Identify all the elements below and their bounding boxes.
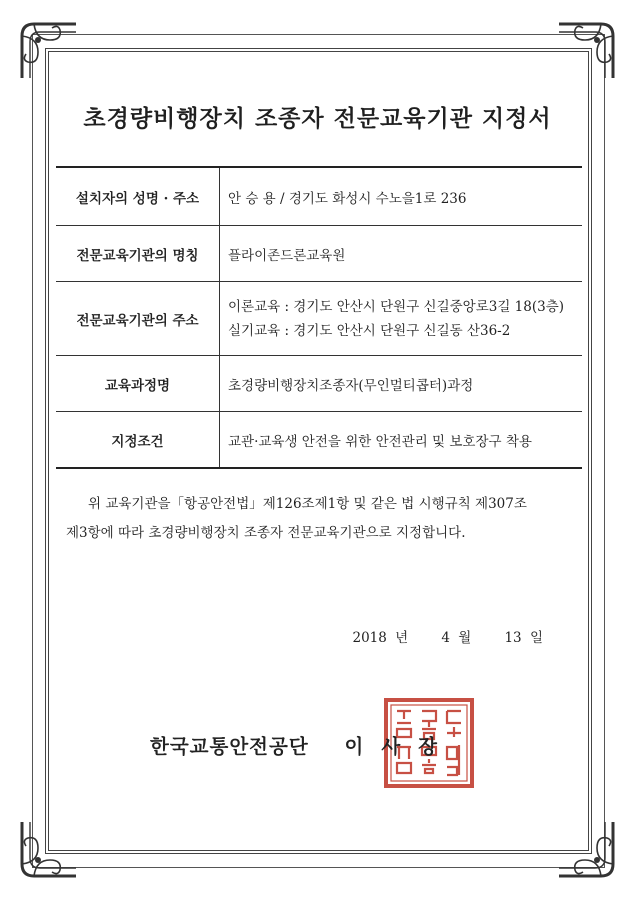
row-label-conditions: 지정조건 xyxy=(56,412,220,469)
row-label-institution-name: 전문교육기관의 명칭 xyxy=(56,226,220,282)
row-value-installer: 안 승 용 / 경기도 화성시 수노을1로 236 xyxy=(220,167,583,226)
date-day: 13 xyxy=(504,630,522,646)
issuer-organization: 한국교통안전공단 xyxy=(150,735,309,758)
row-label-course-name: 교육과정명 xyxy=(56,356,220,412)
row-value-course-name: 초경량비행장치조종자(무인멀티콥터)과정 xyxy=(220,356,583,412)
row-value-institution-name: 플라이존드론교육원 xyxy=(220,226,583,282)
table-row xyxy=(56,282,582,356)
date-year-unit: 년 xyxy=(395,630,409,646)
table-row xyxy=(56,226,582,282)
corner-ornament-icon xyxy=(555,818,619,882)
corner-ornament-icon xyxy=(16,18,80,82)
date-month: 4 xyxy=(441,630,450,646)
address-practice: 실기교육 : 경기도 안산시 단원구 신길동 산36-2 xyxy=(228,322,511,339)
corner-ornament-icon xyxy=(555,18,619,82)
issuer-role: 이사장 xyxy=(344,735,456,758)
address-theory: 이론교육 : 경기도 안산시 단원구 신길중앙로3길 18(3층) xyxy=(228,298,565,315)
issue-date xyxy=(352,626,543,646)
row-value-conditions: 교관·교육생 안전을 위한 안전관리 및 보호장구 착용 xyxy=(220,412,583,469)
issuer-signature-line xyxy=(150,731,455,759)
table-row xyxy=(56,356,582,412)
designation-statement: 위 교육기관을「항공안전법」제126조제1항 및 같은 법 시행규칙 제307조 제3항에 따라 초경량비행장치 조종자 전문교육기관으로 지정합니다. xyxy=(66,496,527,541)
row-label-institution-address: 전문교육기관의 주소 xyxy=(56,282,220,356)
table-row xyxy=(56,412,582,469)
table-row xyxy=(56,167,582,226)
date-day-unit: 일 xyxy=(529,630,543,646)
row-label-installer: 설치자의 성명 · 주소 xyxy=(56,167,220,226)
corner-ornament-icon xyxy=(16,818,80,882)
certificate-title: 초경량비행장치 조종자 전문교육기관 지정서 xyxy=(83,105,552,132)
date-year: 2018 xyxy=(352,630,387,646)
row-value-institution-address xyxy=(220,282,583,356)
date-month-unit: 월 xyxy=(458,630,472,646)
certificate-info-table xyxy=(56,166,582,469)
